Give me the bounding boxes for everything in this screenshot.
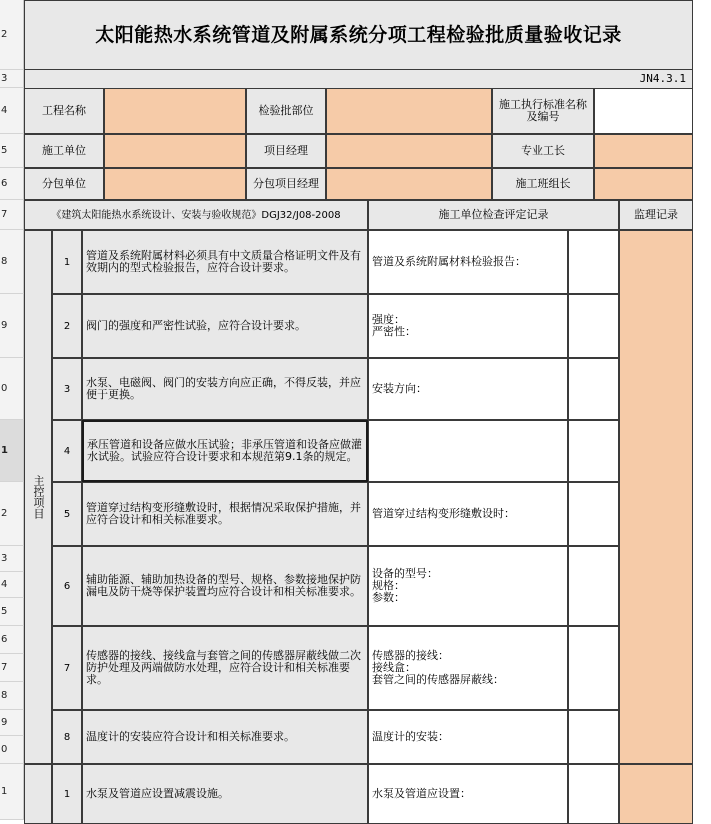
row-number: 5 <box>1 144 8 156</box>
row-number: 7 <box>1 208 8 220</box>
row-header[interactable] <box>0 70 24 88</box>
main-items-label <box>24 230 52 764</box>
row-header[interactable] <box>0 736 24 764</box>
item-result[interactable] <box>568 294 619 358</box>
item-requirement: 温度计的安装应符合设计和相关标准要求。 <box>82 710 368 764</box>
row-number: 9 <box>1 716 8 728</box>
row-number: 0 <box>1 743 8 755</box>
row-number: 8 <box>1 689 8 701</box>
item-result[interactable] <box>568 482 619 546</box>
project-manager-field[interactable] <box>326 134 492 168</box>
spec-header: 《建筑太阳能热水系统设计、安装与验收规范》DGJ32/J08-2008 <box>24 200 368 230</box>
item-record[interactable]: 设备的型号： 规格： 参数： <box>368 546 568 626</box>
sub-manager-field[interactable] <box>326 168 492 200</box>
row-number: 3 <box>1 72 8 84</box>
row-header[interactable] <box>0 764 24 820</box>
item-number: 8 <box>52 710 82 764</box>
project-manager-label: 项目经理 <box>246 134 326 168</box>
item-record[interactable]: 传感器的接线： 接线盒： 套管之间的传感器屏蔽线： <box>368 626 568 710</box>
row-number: 0 <box>1 382 8 394</box>
item-number: 4 <box>52 420 82 482</box>
team-leader-field[interactable] <box>594 168 693 200</box>
item-requirement: 管道穿过结构变形缝敷设时，根据情况采取保护措施，并应符合设计和相关标准要求。 <box>82 482 368 546</box>
item-record[interactable] <box>368 420 568 482</box>
item-result[interactable] <box>568 546 619 626</box>
row-header[interactable] <box>0 482 24 546</box>
item-requirement: 阀门的强度和严密性试验，应符合设计要求。 <box>82 294 368 358</box>
standard-label: 施工执行标准名称及编号 <box>492 88 594 134</box>
row-number: 4 <box>1 578 8 590</box>
row-header[interactable] <box>0 230 24 294</box>
item-result[interactable] <box>568 626 619 710</box>
row-header[interactable] <box>0 710 24 736</box>
row-number: 6 <box>1 177 8 189</box>
item-record[interactable]: 水泵及管道应设置： <box>368 764 568 824</box>
item-result[interactable] <box>568 358 619 420</box>
team-leader-label: 施工班组长 <box>492 168 594 200</box>
row-number: 8 <box>1 255 8 267</box>
foreman-field[interactable] <box>594 134 693 168</box>
general-items-label <box>24 764 52 824</box>
item-result[interactable] <box>568 764 619 824</box>
item-number: 6 <box>52 546 82 626</box>
inspection-part-label: 检验批部位 <box>246 88 326 134</box>
item-record[interactable]: 管道穿过结构变形缝敷设时： <box>368 482 568 546</box>
item-record[interactable]: 温度计的安装： <box>368 710 568 764</box>
item-record[interactable]: 强度： 严密性： <box>368 294 568 358</box>
row-header[interactable] <box>0 134 24 168</box>
row-number: 3 <box>1 552 8 564</box>
project-name-field[interactable] <box>104 88 246 134</box>
supervision-record-cell[interactable] <box>619 764 693 824</box>
row-header[interactable] <box>0 0 24 70</box>
row-header-selected[interactable] <box>0 420 24 482</box>
row-header[interactable] <box>0 88 24 134</box>
row-number: 1 <box>1 785 8 797</box>
row-header[interactable] <box>0 546 24 572</box>
row-header[interactable] <box>0 358 24 420</box>
row-number: 9 <box>1 319 8 331</box>
item-requirement-selected[interactable]: 承压管道和设备应做水压试验；非承压管道和设备应做灌水试验。试验应符合设计要求和本规范第9.1条的规定。 <box>82 420 368 482</box>
row-header[interactable] <box>0 294 24 358</box>
item-result[interactable] <box>568 230 619 294</box>
standard-field[interactable] <box>594 88 693 134</box>
item-requirement: 水泵及管道应设置减震设施。 <box>82 764 368 824</box>
supervision-record-cell[interactable] <box>619 230 693 764</box>
item-record[interactable]: 管道及系统附属材料检验报告： <box>368 230 568 294</box>
item-requirement: 水泵、电磁阀、阀门的安装方向应正确，不得反装，并应便于更换。 <box>82 358 368 420</box>
item-requirement: 传感器的接线、接线盒与套管之间的传感器屏蔽线做二次防护处理及两端做防水处理，应符合设计和相关标准要求。 <box>82 626 368 710</box>
row-header[interactable] <box>0 200 24 230</box>
row-number: 1 <box>1 444 8 456</box>
item-number: 7 <box>52 626 82 710</box>
item-number: 5 <box>52 482 82 546</box>
row-number: 5 <box>1 605 8 617</box>
item-requirement: 辅助能源、辅助加热设备的型号、规格、参数接地保护防漏电及防干烧等保护装置均应符合设计和相关标准要求。 <box>82 546 368 626</box>
item-number: 3 <box>52 358 82 420</box>
foreman-label: 专业工长 <box>492 134 594 168</box>
row-number: 7 <box>1 661 8 673</box>
item-number: 2 <box>52 294 82 358</box>
row-header[interactable] <box>0 654 24 682</box>
contractor-field[interactable] <box>104 134 246 168</box>
row-header[interactable] <box>0 598 24 626</box>
item-number: 1 <box>52 230 82 294</box>
contractor-label: 施工单位 <box>24 134 104 168</box>
item-result[interactable] <box>568 420 619 482</box>
row-number: 2 <box>1 507 8 519</box>
item-result[interactable] <box>568 710 619 764</box>
inspection-part-field[interactable] <box>326 88 492 134</box>
document-code: JN4.3.1 <box>24 70 693 88</box>
row-header[interactable] <box>0 682 24 710</box>
subcontractor-field[interactable] <box>104 168 246 200</box>
item-requirement: 管道及系统附属材料必须具有中文质量合格证明文件及有效期内的型式检验报告，应符合设计要求。 <box>82 230 368 294</box>
row-number: 2 <box>1 28 8 40</box>
row-number: 6 <box>1 633 8 645</box>
subcontractor-label: 分包单位 <box>24 168 104 200</box>
sub-manager-label: 分包项目经理 <box>246 168 326 200</box>
project-name-label: 工程名称 <box>24 88 104 134</box>
item-record[interactable]: 安装方向： <box>368 358 568 420</box>
row-header[interactable] <box>0 168 24 200</box>
row-number: 4 <box>1 104 8 116</box>
row-header[interactable] <box>0 572 24 598</box>
document-title: 太阳能热水系统管道及附属系统分项工程检验批质量验收记录 <box>24 0 693 70</box>
main-items-text: 主控项目 <box>32 475 46 519</box>
supervision-header: 监理记录 <box>619 200 693 230</box>
check-record-header: 施工单位检查评定记录 <box>368 200 619 230</box>
item-number: 1 <box>52 764 82 824</box>
row-header[interactable] <box>0 626 24 654</box>
